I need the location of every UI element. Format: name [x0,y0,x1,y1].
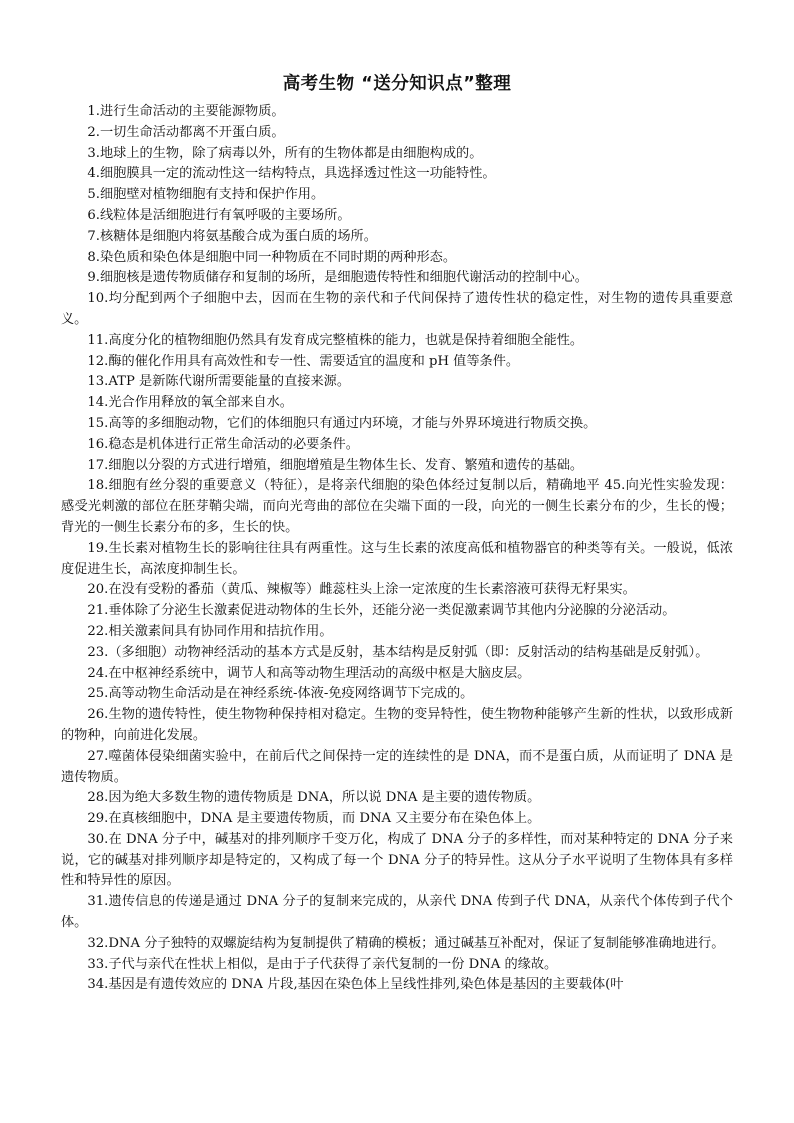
list-item: 25.高等动物生命活动是在神经系统-体液-免疫网络调节下完成的。 [87,686,474,702]
list-item: 33.子代与亲代在性状上相似，是由于子代获得了亲代复制的一份 DNA 的缘故。 [87,956,558,972]
list-item: 14.光合作用释放的氧全部来自水。 [87,395,293,411]
list-item: 7.核糖体是细胞内将氨基酸合成为蛋白质的场所。 [87,228,377,244]
list-item: 8.染色质和染色体是细胞中同一种物质在不同时期的两种形态。 [87,249,457,265]
list-item: 27.噬菌体侵染细菌实验中，在前后代之间保持一定的连续性的是 DNA，而不是蛋白质，从而证明了 DNA 是遗传物质。 [61,748,733,785]
list-item: 18.细胞有丝分裂的重要意义（特征），是将亲代细胞的染色体经过复制以后，精确地平 45.向光性实验发现：感受光刺激的部位在胚芽鞘尖端，而向光弯曲的部位在尖端下面的一段，向光的一侧生长素分布的少，生长的慢；背光的一侧生长素分布的多，生长的快。 [61,478,733,535]
list-item: 30.在 DNA 分子中，碱基对的排列顺序千变万化，构成了 DNA 分子的多样性，而对某种特定的 DNA 分子来说，它的碱基对排列顺序却是特定的，又构成了每一个 DNA 分子的特异性。这从分子水平说明了生物体具有多样性和特异性的原因。 [61,831,733,889]
list-item: 26.生物的遗传特性，使生物物种保持相对稳定。生物的变异特性，使生物物种能够产生新的性状，以致形成新的物种，向前进化发展。 [61,707,733,743]
list-item: 11.高度分化的植物细胞仍然具有发育成完整植株的能力，也就是保持着细胞全能性。 [87,332,584,348]
page-title: 高考生物 “送分知识点”整理 [282,74,512,94]
list-item: 2.一切生命活动都离不开蛋白质。 [87,124,285,140]
list-item: 17.细胞以分裂的方式进行增殖，细胞增殖是生物体生长、发育、繁殖和遗传的基础。 [87,457,584,473]
list-item: 22.相关激素间具有协同作用和拮抗作用。 [87,623,333,639]
list-item: 13.ATP 是新陈代谢所需要能量的直接来源。 [87,374,351,390]
list-item: 34.基因是有遗传效应的 DNA 片段,基因在染色体上呈线性排列,染色体是基因的主要载体(叶 [87,977,624,993]
list-item: 31.遗传信息的传递是通过 DNA 分子的复制来完成的，从亲代 DNA 传到子代 DNA，从亲代个体传到子代个体。 [61,894,733,931]
list-item: 6.线粒体是活细胞进行有氧呼吸的主要场所。 [87,207,351,223]
list-item: 19.生长素对植物生长的影响往往具有两重性。这与生长素的浓度高低和植物器官的种类等有关。一般说，低浓度促进生长，高浓度抑制生长。 [61,540,733,577]
list-item: 16.稳态是机体进行正常生命活动的必要条件。 [87,436,359,452]
knowledge-point-list [61,102,733,996]
list-item: 15.高等的多细胞动物，它们的体细胞只有通过内环境，才能与外界环境进行物质交换。 [87,415,597,431]
list-item: 32.DNA 分子独特的双螺旋结构为复制提供了精确的模板；通过碱基互补配对，保证了复制能够准确地进行。 [87,935,725,951]
document-page [61,72,733,996]
list-item: 10.均分配到两个子细胞中去，因而在生物的亲代和子代间保持了遗传性状的稳定性，对生物的遗传具重要意义。 [61,291,733,327]
list-item: 3.地球上的生物，除了病毒以外，所有的生物体都是由细胞构成的。 [87,145,483,161]
list-item: 24.在中枢神经系统中，调节人和高等动物生理活动的高级中枢是大脑皮层。 [87,665,531,681]
list-item: 23.（多细胞）动物神经活动的基本方式是反射，基本结构是反射弧（即：反射活动的结构基础是反射弧）。 [87,644,709,660]
list-item: 1.进行生命活动的主要能源物质。 [87,104,285,119]
list-item: 20.在没有受粉的番茄（黄瓜、辣椒等）雌蕊柱头上涂一定浓度的生长素溶液可获得无籽果实。 [87,582,636,598]
list-item: 28.因为绝大多数生物的遗传物质是 DNA，所以说 DNA 是主要的遗传物质。 [87,790,541,806]
list-item: 5.细胞壁对植物细胞有支持和保护作用。 [87,187,325,203]
list-item: 9.细胞核是遗传物质储存和复制的场所，是细胞遗传特性和细胞代谢活动的控制中心。 [87,270,588,286]
list-item: 29.在真核细胞中，DNA 是主要遗传物质，而 DNA 又主要分布在染色体上。 [87,811,541,827]
list-item: 4.细胞膜具一定的流动性这一结构特点，具选择透过性这一功能特性。 [87,166,496,182]
list-item: 21.垂体除了分泌生长激素促进动物体的生长外，还能分泌一类促激素调节其他内分泌腺的分泌活动。 [87,603,676,619]
list-item: 12.酶的催化作用具有高效性和专一性、需要适宜的温度和 pH 值等条件。 [87,353,520,369]
